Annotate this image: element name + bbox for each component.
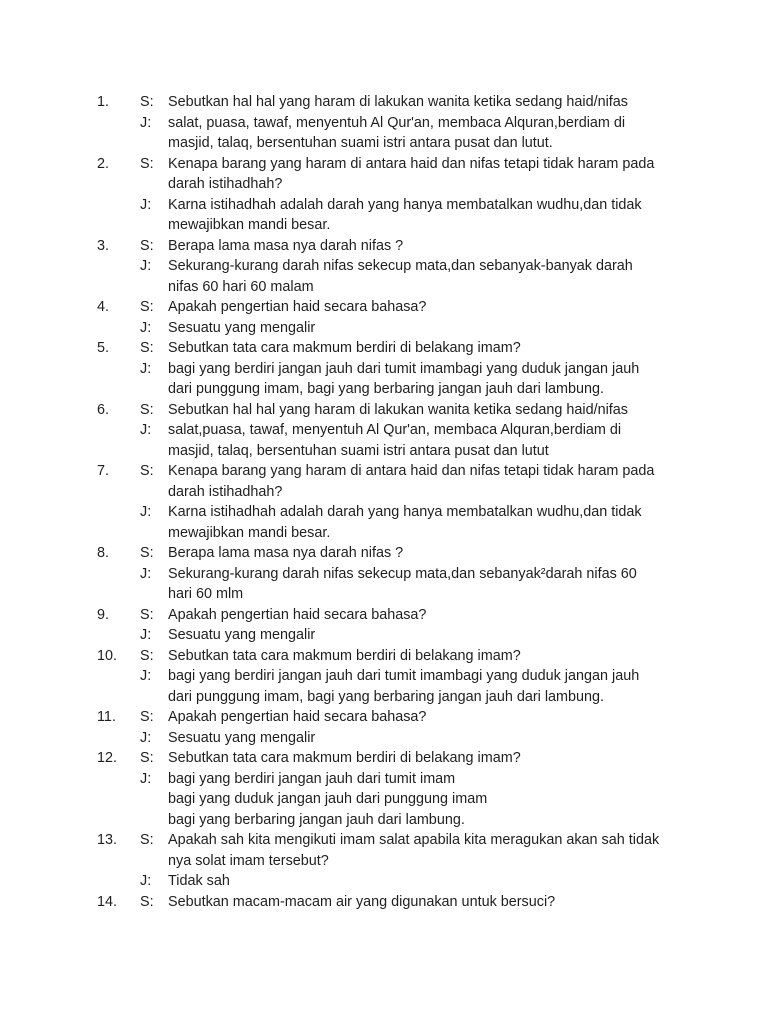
question-text: Sebutkan tata cara makmum berdiri di belakang imam?	[168, 647, 521, 664]
answer-line	[0, 277, 768, 298]
question-text: Kenapa barang yang haram di antara haid dan nifas tetapi tidak haram pada	[168, 463, 655, 479]
question-line	[0, 338, 768, 359]
item-number: 1.	[97, 94, 110, 110]
question-tag: S:	[140, 832, 154, 848]
answer-text: Sekurang-kurang darah nifas sekecup mata,dan sebanyak-banyak darah	[168, 258, 633, 274]
question-text: nya solat imam tersebut?	[168, 852, 329, 869]
answer-tag: J:	[140, 873, 152, 889]
answer-line	[0, 256, 768, 277]
answer-line	[0, 318, 768, 339]
answer-line	[0, 133, 768, 154]
question-text: Sebutkan hal hal yang haram di lakukan wanita ketika sedang haid/nifas	[168, 94, 629, 110]
question-text: Apakah pengertian haid secara bahasa?	[168, 606, 427, 623]
question-line	[0, 748, 768, 769]
answer-text: Tidak sah	[168, 873, 230, 889]
answer-line	[0, 789, 768, 810]
qa-list	[0, 92, 768, 912]
question-line	[0, 400, 768, 421]
item-number: 4.	[97, 299, 110, 315]
answer-text: salat, puasa, tawaf, menyentuh Al Qur'an, membaca Alquran,berdiam di	[168, 114, 626, 131]
answer-line	[0, 810, 768, 831]
question-tag: S:	[140, 401, 154, 418]
question-tag: S:	[140, 299, 154, 315]
answer-line	[0, 687, 768, 708]
answer-text: bagi yang berdiri jangan jauh dari tumit imam	[168, 770, 456, 787]
question-text: Sebutkan tata cara makmum berdiri di belakang imam?	[168, 750, 521, 766]
item-number: 2.	[97, 155, 110, 172]
question-text: Berapa lama masa nya darah nifas ?	[168, 545, 404, 561]
question-line	[0, 297, 768, 318]
item-number: 8.	[97, 545, 110, 561]
item-number: 9.	[97, 606, 110, 623]
item-number: 6.	[97, 401, 110, 418]
question-line	[0, 605, 768, 626]
answer-text: mewajibkan mandi besar.	[168, 217, 331, 233]
answer-line	[0, 215, 768, 236]
answer-line	[0, 584, 768, 605]
answer-tag: J:	[140, 565, 152, 582]
question-text: Apakah pengertian haid secara bahasa?	[168, 709, 427, 725]
item-number: 11.	[97, 709, 116, 725]
question-text: darah istihadhah?	[168, 176, 283, 192]
item-number: 13.	[97, 832, 118, 848]
answer-text: masjid, talaq, bersentuhan suami istri antara pusat dan lutut	[168, 442, 549, 459]
question-tag: S:	[140, 750, 154, 766]
question-text: Apakah pengertian haid secara bahasa?	[168, 299, 427, 315]
item-number: 7.	[97, 463, 110, 479]
answer-line	[0, 871, 768, 892]
question-line	[0, 892, 768, 913]
answer-text: dari punggung imam, bagi yang berbaring jangan jauh dari lambung.	[168, 688, 605, 705]
answer-tag: J:	[140, 729, 152, 746]
answer-line	[0, 195, 768, 216]
question-text: Sebutkan hal hal yang haram di lakukan wanita ketika sedang haid/nifas	[168, 401, 629, 418]
item-number: 14.	[97, 893, 118, 910]
answer-line	[0, 502, 768, 523]
question-text: darah istihadhah?	[168, 483, 283, 500]
answer-text: bagi yang berdiri jangan jauh dari tumit imambagi yang duduk jangan jauh	[168, 360, 640, 377]
answer-text: dari punggung imam, bagi yang berbaring jangan jauh dari lambung.	[168, 381, 605, 397]
question-line	[0, 851, 768, 872]
question-tag: S:	[140, 155, 154, 172]
question-line	[0, 707, 768, 728]
answer-text: mewajibkan mandi besar.	[168, 524, 331, 541]
question-line	[0, 482, 768, 503]
item-number: 12.	[97, 750, 118, 766]
question-line	[0, 92, 768, 113]
answer-line	[0, 625, 768, 646]
answer-tag: J:	[140, 770, 152, 787]
answer-line	[0, 359, 768, 380]
answer-tag: J:	[140, 196, 152, 213]
question-text: Apakah sah kita mengikuti imam salat apabila kita meragukan akan sah tidak	[168, 832, 660, 848]
answer-text: Karna istihadhah adalah darah yang hanya membatalkan wudhu,dan tidak	[168, 504, 642, 520]
question-tag: S:	[140, 893, 154, 910]
answer-text: bagi yang duduk jangan jauh dari punggung imam	[168, 791, 488, 807]
answer-line	[0, 564, 768, 585]
question-text: Berapa lama masa nya darah nifas ?	[168, 237, 404, 254]
question-tag: S:	[140, 340, 154, 356]
answer-tag: J:	[140, 627, 152, 643]
answer-text: hari 60 mlm	[168, 586, 244, 602]
item-number: 3.	[97, 237, 110, 254]
item-number: 5.	[97, 340, 110, 356]
answer-text: Sesuatu yang mengalir	[168, 319, 316, 336]
answer-line	[0, 769, 768, 790]
answer-text: Sesuatu yang mengalir	[168, 627, 316, 643]
answer-tag: J:	[140, 504, 152, 520]
question-line	[0, 174, 768, 195]
answer-tag: J:	[140, 422, 152, 438]
item-number: 10.	[97, 647, 118, 664]
question-line	[0, 236, 768, 257]
question-tag: S:	[140, 606, 154, 623]
answer-text: bagi yang berbaring jangan jauh dari lambung.	[168, 811, 465, 828]
question-line	[0, 830, 768, 851]
question-tag: S:	[140, 545, 154, 561]
answer-tag: J:	[140, 668, 152, 684]
answer-tag: J:	[140, 258, 152, 274]
question-text: Sebutkan tata cara makmum berdiri di belakang imam?	[168, 340, 521, 356]
answer-text: Sesuatu yang mengalir	[168, 729, 316, 746]
question-line	[0, 154, 768, 175]
question-tag: S:	[140, 237, 154, 254]
answer-tag: J:	[140, 360, 152, 377]
answer-line	[0, 666, 768, 687]
question-tag: S:	[140, 94, 154, 110]
answer-text: nifas 60 hari 60 malam	[168, 278, 314, 295]
answer-line	[0, 420, 768, 441]
answer-text: Karna istihadhah adalah darah yang hanya membatalkan wudhu,dan tidak	[168, 196, 642, 213]
answer-text: masjid, talaq, bersentuhan suami istri antara pusat dan lutut.	[168, 135, 553, 151]
question-line	[0, 543, 768, 564]
answer-text: salat,puasa, tawaf, menyentuh Al Qur'an, membaca Alquran,berdiam di	[168, 422, 622, 438]
answer-line	[0, 379, 768, 400]
question-text: Sebutkan macam-macam air yang digunakan untuk bersuci?	[168, 893, 556, 910]
question-line	[0, 646, 768, 667]
answer-text: Sekurang-kurang darah nifas sekecup mata,dan sebanyak²darah nifas 60	[168, 565, 637, 582]
question-tag: S:	[140, 709, 154, 725]
answer-text: bagi yang berdiri jangan jauh dari tumit imambagi yang duduk jangan jauh	[168, 668, 640, 684]
answer-line	[0, 728, 768, 749]
answer-tag: J:	[140, 114, 152, 131]
question-line	[0, 461, 768, 482]
answer-tag: J:	[140, 319, 152, 336]
question-text: Kenapa barang yang haram di antara haid dan nifas tetapi tidak haram pada	[168, 155, 655, 172]
answer-line	[0, 441, 768, 462]
answer-line	[0, 523, 768, 544]
question-tag: S:	[140, 463, 154, 479]
answer-line	[0, 113, 768, 134]
question-tag: S:	[140, 647, 154, 664]
